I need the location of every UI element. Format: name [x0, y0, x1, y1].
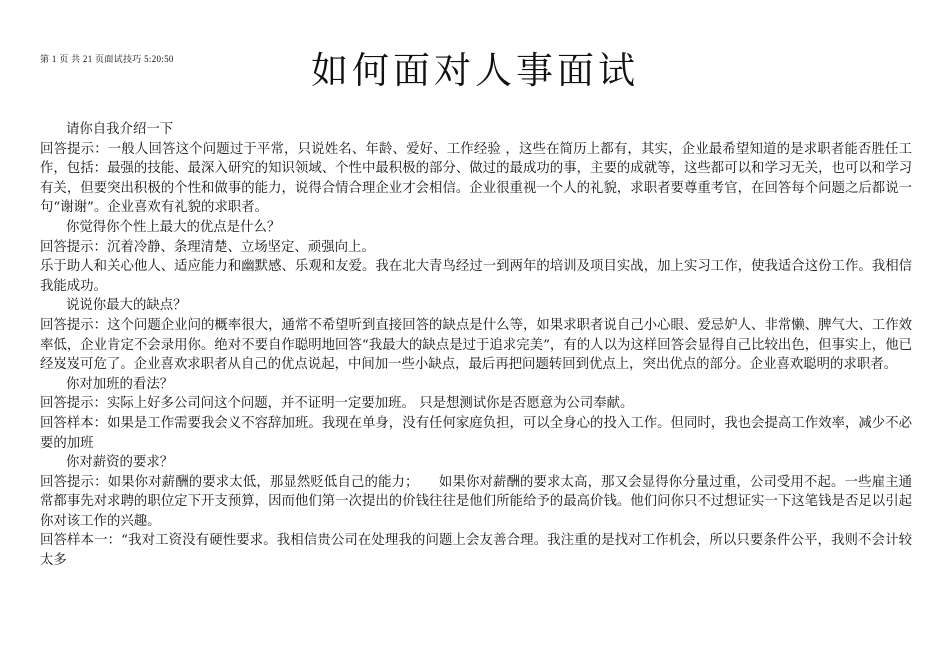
- question-strength: 你觉得你个性上最大的优点是什么？: [66, 219, 281, 235]
- question-weakness: 说说你最大的缺点？: [66, 298, 187, 314]
- question-self-intro: 请你自我介绍一下: [66, 122, 174, 137]
- answer-overtime-sample: 回答样本：如果是工作需要我会义不容辞加班。我现在单身，没有任何家庭负担，可以全身心的投入工作。但同时，我也会提高工作效率，减少不必要的加班: [40, 415, 912, 451]
- document-body: [40, 120, 912, 571]
- page-info: 第 1 页 共 21 页面试技巧 5:20:50: [40, 54, 174, 64]
- answer-overtime-hint: 回答提示：实际上好多公司问这个问题，并不证明一定要加班。 只是想测试你是否愿意为公司奉献。: [40, 396, 634, 412]
- document-title: 如何面对人事面试: [311, 49, 639, 92]
- question-overtime: 你对加班的看法？: [66, 376, 174, 392]
- answer-salary-sample: 回答样本一：“我对工资没有硬性要求。我相信贵公司在处理我的问题上会友善合理。我注重的是找对工作机会，所以只要条件公平，我则不会计较太多: [40, 533, 912, 569]
- answer-strength-hint: 回答提示：沉着冷静、条理清楚、立场坚定、顽强向上。: [40, 239, 375, 255]
- answer-self-intro: 回答提示：一般人回答这个问题过于平常，只说姓名、年龄、爱好、工作经验 ，这些在简历上都有，其实，企业最希望知道的是求职者能否胜任工作，包括：最强的技能、最深入研究的知识领域、个性中最积极的部分、做过的最成功的事，主要的成就等，这些都可以和学习无关，也可以和学习有关，但要突出积极的个性和做事的能力，说得合情合理企业才会相信。企业很重视一个人的礼貌，求职者要尊重考官，在回答每个问题之后都说一句“谢谢”。企业喜欢有礼貌的求职者。: [40, 141, 912, 216]
- answer-weakness: 回答提示：这个问题企业问的概率很大，通常不希望听到直接回答的缺点是什么等，如果求职者说自己小心眼、爱忌妒人、非常懒、脾气大、工作效率低，企业肯定不会录用你。绝对不要自作聪明地回答“我最大的缺点是过于追求完美”，有的人以为这样回答会显得自己比较出色，但事实上，他已经岌岌可危了。企业喜欢求职者从自己的优点说起，中间加一些小缺点，最后再把问题转回到优点上，突出优点的部分。企业喜欢聪明的求职者。: [40, 317, 912, 373]
- answer-strength-detail: 乐于助人和关心他人、适应能力和幽默感、乐观和友爱。我在北大青鸟经过一到两年的培训及项目实战，加上实习工作，使我适合这份工作。我相信我能成功。: [40, 259, 912, 294]
- answer-salary-hint: 回答提示：如果你对薪酬的要求太低，那显然贬低自己的能力； 如果你对薪酬的要求太高，那又会显得你分量过重，公司受用不起。一些雇主通常都事先对求聘的职位定下开支预算，因而他们第一次提出的价钱往往是他们所能给予的最高价钱。他们问你只不过想证实一下这笔钱是否足以引起你对该工作的兴趣。: [40, 474, 912, 529]
- question-salary: 你对薪资的要求？: [66, 455, 174, 471]
